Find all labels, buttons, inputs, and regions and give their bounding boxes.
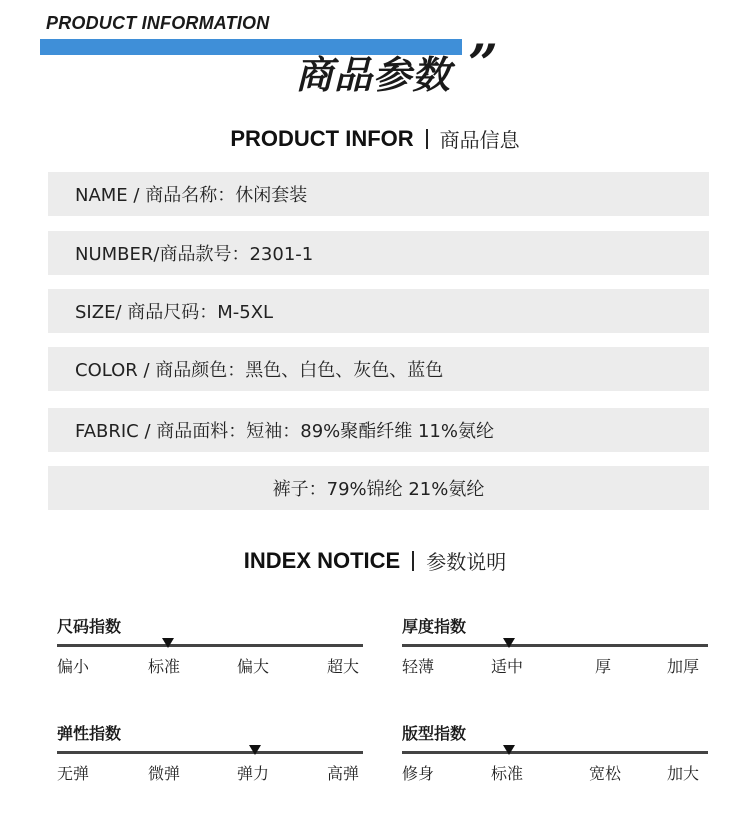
- index-scale-line: [57, 644, 363, 647]
- header-en-title: PRODUCT INFORMATION: [46, 13, 270, 33]
- index-scale-line: [57, 751, 363, 754]
- index-title: 版型指数: [402, 724, 467, 743]
- title-divider: [426, 129, 428, 149]
- info-row-fabric-pants: 裤子：79%锦纶 21%氨纶: [48, 466, 709, 510]
- product-infor-title-en: PRODUCT INFOR: [230, 125, 414, 151]
- index-label: 标准: [148, 657, 181, 676]
- index-scale-line: [402, 644, 708, 647]
- index-title: 弹性指数: [57, 724, 122, 743]
- product-infor-heading: [0, 124, 750, 153]
- index-label: 偏大: [237, 657, 270, 676]
- index-notice-title-cn: 参数说明: [426, 550, 507, 574]
- index-label: 适中: [491, 657, 524, 676]
- info-row-name: NAME / 商品名称：休闲套装: [48, 172, 709, 216]
- info-row-fabric: FABRIC / 商品面料：短袖：89%聚酯纤维 11%氨纶: [48, 408, 709, 452]
- index-marker-icon: [249, 745, 261, 755]
- title-divider: [412, 551, 414, 571]
- quote-mark-icon: ”: [468, 34, 498, 95]
- index-label: 超大: [327, 657, 360, 676]
- index-label: 微弹: [148, 764, 181, 783]
- index-label: 修身: [402, 764, 435, 783]
- index-label: 加大: [667, 764, 700, 783]
- index-title: 厚度指数: [402, 617, 467, 636]
- index-marker-icon: [503, 638, 515, 648]
- info-row-number: NUMBER/商品款号：2301-1: [48, 231, 709, 275]
- index-marker-icon: [162, 638, 174, 648]
- index-label: 加厚: [667, 657, 700, 676]
- index-label: 厚: [595, 657, 612, 676]
- index-label: 宽松: [589, 764, 622, 783]
- index-title: 尺码指数: [57, 617, 122, 636]
- info-row-color: COLOR / 商品颜色：黑色、白色、灰色、蓝色: [48, 347, 709, 391]
- index-marker-icon: [503, 745, 515, 755]
- info-row-size: SIZE/ 商品尺码：M-5XL: [48, 289, 709, 333]
- index-label: 无弹: [57, 764, 90, 783]
- index-scale-line: [402, 751, 708, 754]
- index-notice-heading: [0, 546, 750, 575]
- index-label: 偏小: [57, 657, 90, 676]
- index-label: 弹力: [237, 764, 270, 783]
- header-cn-title: 商品参数: [295, 53, 452, 97]
- index-label: 轻薄: [402, 657, 435, 676]
- index-label: 标准: [491, 764, 524, 783]
- index-label: 高弹: [327, 764, 360, 783]
- product-infor-title-cn: 商品信息: [439, 128, 520, 152]
- index-notice-title-en: INDEX NOTICE: [243, 547, 401, 573]
